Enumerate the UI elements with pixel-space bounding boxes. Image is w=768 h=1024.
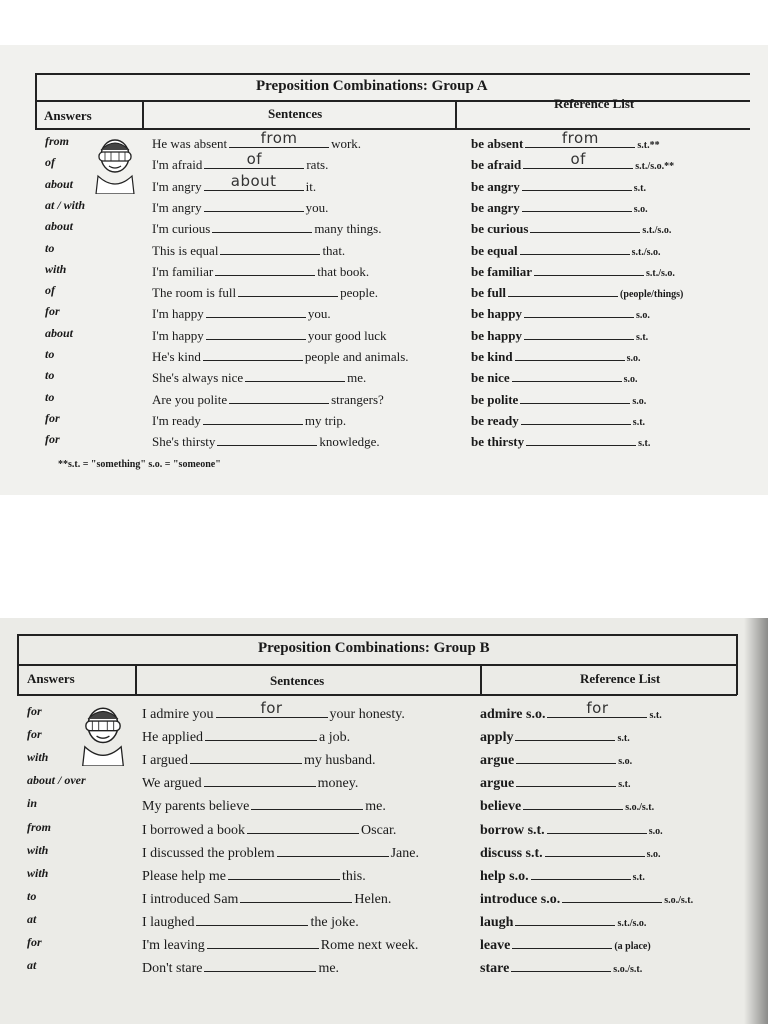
answer-key: about xyxy=(45,219,74,234)
reference-object: s.o. xyxy=(618,756,633,768)
table-b-col-divider-1 xyxy=(135,664,137,695)
sentence xyxy=(152,171,317,195)
sentence-blank[interactable] xyxy=(204,773,316,787)
sentence-start: I argued xyxy=(142,753,188,769)
answer-key: for xyxy=(45,432,60,447)
reference-blank[interactable] xyxy=(523,796,623,810)
reference-entry xyxy=(480,699,662,723)
reference-blank[interactable] xyxy=(512,935,612,949)
table-row xyxy=(0,347,768,368)
table-row xyxy=(0,411,768,432)
handwritten-answer: about xyxy=(230,171,277,190)
reference-verb: be ready xyxy=(471,412,519,428)
sentence xyxy=(142,912,359,931)
sentence-start: I'm ready xyxy=(152,412,201,428)
sentence-blank[interactable] xyxy=(216,699,328,718)
answer-key: from xyxy=(27,819,51,834)
reference-object: s.o. xyxy=(626,353,641,364)
reference-object: s.t./s.o. xyxy=(642,225,672,237)
answer-key: for xyxy=(27,704,42,718)
sentence-blank[interactable] xyxy=(238,283,338,297)
table-row xyxy=(0,843,768,864)
sentence-end: people. xyxy=(340,285,379,301)
sentence-end: a job. xyxy=(319,730,351,746)
reference-verb: laugh xyxy=(480,914,514,930)
table-row xyxy=(0,368,768,389)
reference-object: (people/things) xyxy=(620,289,684,301)
reference-blank[interactable] xyxy=(515,727,615,741)
sentence xyxy=(142,820,396,839)
answer-key: to xyxy=(27,888,37,903)
reference-entry xyxy=(471,262,675,280)
sentence-blank[interactable] xyxy=(206,326,306,340)
sentence-start: Don't stare xyxy=(142,961,203,977)
sentence-end: your good luck xyxy=(307,327,387,343)
table-a-col-divider-2 xyxy=(455,100,457,129)
answer-key: for xyxy=(27,935,42,949)
reference-entry xyxy=(480,843,661,862)
reference-verb: argue xyxy=(480,776,515,792)
table-b-right-border xyxy=(736,634,738,695)
sentence-end: rats. xyxy=(306,157,329,173)
sentence xyxy=(142,773,358,792)
sentence xyxy=(142,935,418,954)
sentence xyxy=(152,411,346,429)
sentence xyxy=(152,347,409,365)
reference-verb: borrow s.t. xyxy=(480,822,545,838)
reference-entry xyxy=(471,368,638,386)
reference-blank[interactable] xyxy=(515,912,615,926)
reference-object: s.o./s.t. xyxy=(664,894,694,906)
answer-key: with xyxy=(27,865,49,880)
reference-verb: apply xyxy=(480,730,514,746)
answer-key: for xyxy=(27,727,42,742)
sentence xyxy=(142,727,350,746)
reference-verb: be nice xyxy=(471,370,510,386)
reference-blank[interactable] xyxy=(520,241,630,255)
sentence xyxy=(142,866,366,885)
reference-blank[interactable] xyxy=(521,411,631,425)
sentence-start: He applied xyxy=(142,730,204,746)
sentence-end: you. xyxy=(305,199,329,215)
reference-entry xyxy=(480,866,645,885)
sentence-blank[interactable] xyxy=(205,727,317,741)
reference-entry xyxy=(471,241,661,259)
table-b-header-bottom xyxy=(17,694,737,696)
reference-verb: be full xyxy=(471,285,507,301)
reference-object: s.o. xyxy=(646,848,661,860)
sentence-start: I admire you xyxy=(142,707,214,722)
answer-key: to xyxy=(45,389,55,404)
reference-blank[interactable] xyxy=(511,958,611,972)
sentence xyxy=(152,129,362,152)
reference-blank[interactable] xyxy=(525,129,635,148)
reference-blank[interactable] xyxy=(562,889,662,903)
table-b-top-border xyxy=(17,634,737,636)
reference-object: s.o. xyxy=(632,395,647,407)
sentence xyxy=(152,432,380,450)
sentence-start: I'm afraid xyxy=(152,157,203,173)
reference-verb: be angry xyxy=(471,199,520,215)
sentence-blank[interactable] xyxy=(206,304,306,318)
table-row xyxy=(0,699,768,725)
reference-blank[interactable] xyxy=(534,262,644,276)
sentence-blank[interactable] xyxy=(229,129,329,148)
reference-verb: be kind xyxy=(471,349,513,364)
table-row xyxy=(0,866,768,887)
sentence-blank[interactable] xyxy=(204,150,304,169)
sentence-end: Helen. xyxy=(354,891,392,907)
table-a-top-border xyxy=(35,73,750,75)
answer-key: of xyxy=(45,155,55,170)
reference-entry xyxy=(480,796,654,815)
sentence xyxy=(152,241,345,259)
reference-verb: leave xyxy=(480,938,511,953)
reference-entry xyxy=(471,390,646,408)
reference-object: s.t./s.o. xyxy=(617,917,647,929)
sentence xyxy=(152,262,369,280)
sentence xyxy=(142,889,391,908)
reference-verb: help s.o. xyxy=(480,868,529,884)
reference-object: s.o. xyxy=(635,310,650,322)
sentence-end: me. xyxy=(365,799,386,815)
sentence xyxy=(152,304,331,322)
answer-key: for xyxy=(45,304,60,319)
reference-blank[interactable] xyxy=(547,699,647,718)
table-row xyxy=(0,773,768,794)
answer-key: in xyxy=(27,796,38,811)
reference-blank[interactable] xyxy=(524,326,634,340)
reference-object: s.t. xyxy=(618,779,631,791)
sentence xyxy=(152,283,378,301)
reference-entry xyxy=(471,198,648,216)
sentence-blank[interactable] xyxy=(207,935,319,949)
sentence-end: that book. xyxy=(317,263,370,279)
group-b-header-answers: Answers xyxy=(27,671,75,686)
reference-object: s.t. xyxy=(632,871,645,883)
reference-object: s.t. xyxy=(632,416,646,428)
sentence-end: it. xyxy=(305,178,317,194)
sentence-start: My parents believe xyxy=(142,799,250,815)
sentence-start: He was absent xyxy=(152,136,228,151)
reference-verb: be thirsty xyxy=(471,434,525,450)
group-a-header-reference: Reference List xyxy=(554,96,635,111)
sentence-start: I'm familiar xyxy=(152,263,214,279)
sentence-blank[interactable] xyxy=(196,912,308,926)
reference-blank[interactable] xyxy=(523,150,633,169)
sentence-start: I introduced Sam xyxy=(142,891,239,907)
reference-verb: argue xyxy=(480,753,515,769)
reference-blank[interactable] xyxy=(516,773,616,787)
sentence-start: He's kind xyxy=(152,349,201,364)
sentence-end: this. xyxy=(341,868,366,884)
answer-key: at xyxy=(27,911,37,926)
group-a-header-answers: Answers xyxy=(44,108,92,123)
table-row xyxy=(0,820,768,841)
reference-verb: be polite xyxy=(471,391,519,407)
answer-key: of xyxy=(45,283,55,298)
reference-verb: stare xyxy=(480,961,510,977)
reference-object: s.t./s.o.** xyxy=(635,161,675,173)
sentence-end: that. xyxy=(322,242,346,258)
sentence-start: I borrowed a book xyxy=(142,822,246,838)
table-row xyxy=(0,796,768,817)
group-b-title: Preposition Combinations: Group B xyxy=(258,640,490,656)
reference-object: s.t.** xyxy=(637,140,660,151)
reference-object: s.o./s.t. xyxy=(613,964,643,976)
reference-blank[interactable] xyxy=(508,283,618,297)
reference-blank[interactable] xyxy=(515,347,625,361)
table-row xyxy=(0,958,768,979)
reference-verb: believe xyxy=(480,799,522,815)
reference-object: s.o./s.t. xyxy=(625,802,655,814)
reference-verb: be happy xyxy=(471,306,522,322)
table-b-header-divider xyxy=(17,664,737,666)
group-a-header-sentences: Sentences xyxy=(268,106,323,121)
sentence-end: Rome next week. xyxy=(320,938,419,953)
reference-object: s.t. xyxy=(617,733,630,745)
sentence-blank[interactable] xyxy=(220,241,320,255)
table-row xyxy=(0,750,768,771)
table-row xyxy=(0,390,768,411)
table-row xyxy=(0,912,768,933)
sentence-end: my trip. xyxy=(304,412,347,428)
sentence xyxy=(152,368,366,386)
sentence-end: many things. xyxy=(314,221,382,237)
handwritten-answer: from xyxy=(561,129,599,147)
sentence-end: Oscar. xyxy=(361,822,397,838)
reference-entry xyxy=(471,177,646,195)
reference-verb: discuss s.t. xyxy=(480,845,543,861)
reference-verb: be angry xyxy=(471,178,520,194)
reference-verb: be afraid xyxy=(471,157,522,173)
answer-key: to xyxy=(45,368,55,383)
reference-entry xyxy=(471,411,645,429)
handwritten-answer: of xyxy=(570,150,586,169)
table-row xyxy=(0,304,768,325)
sentence-start: The room is full xyxy=(152,285,237,301)
reference-object: s.t. xyxy=(638,438,651,450)
reference-entry xyxy=(480,820,663,839)
sentence xyxy=(142,699,405,723)
reference-entry xyxy=(471,347,640,365)
sentence-start: I'm angry xyxy=(152,178,202,194)
table-b-left-border xyxy=(17,634,19,695)
sentence xyxy=(152,219,381,237)
table-row xyxy=(0,283,768,304)
reference-entry xyxy=(471,129,660,152)
sentence-start: I'm happy xyxy=(152,306,204,322)
reference-verb: be equal xyxy=(471,242,518,258)
sentence xyxy=(152,198,328,216)
sentence-blank[interactable] xyxy=(204,198,304,212)
sentence xyxy=(152,150,329,173)
reference-blank[interactable] xyxy=(526,432,636,446)
reference-object: (a place) xyxy=(614,941,651,952)
sentence xyxy=(142,796,386,815)
sentence-end: money. xyxy=(317,776,359,792)
reference-verb: be absent xyxy=(471,136,524,151)
reference-object: s.o. xyxy=(633,203,648,215)
table-row xyxy=(0,150,768,176)
reference-entry xyxy=(480,935,651,954)
reference-entry xyxy=(480,750,632,769)
sentence-end: you. xyxy=(307,306,331,322)
sentence-start: She's thirsty xyxy=(152,434,216,450)
sentence-start: I'm angry xyxy=(152,199,202,215)
reference-object: s.t. xyxy=(633,182,646,194)
table-row xyxy=(0,129,768,155)
table-row xyxy=(0,935,768,956)
reference-object: s.t. xyxy=(635,331,649,343)
sentence-blank[interactable] xyxy=(245,368,345,382)
table-row xyxy=(0,171,768,198)
sentence-blank[interactable] xyxy=(190,750,302,764)
reference-entry xyxy=(480,958,642,977)
sentence-start: I'm leaving xyxy=(142,938,205,953)
sentence-blank[interactable] xyxy=(212,219,312,233)
sentence-end: me. xyxy=(347,370,367,386)
sentence-start: We argued xyxy=(142,776,202,792)
sentence-blank[interactable] xyxy=(229,390,329,404)
answer-key: from xyxy=(45,134,69,148)
sentence-blank[interactable] xyxy=(203,411,303,425)
table-row xyxy=(0,326,768,347)
reference-entry xyxy=(471,283,683,301)
reference-blank[interactable] xyxy=(522,198,632,212)
reference-blank[interactable] xyxy=(531,866,631,880)
sentence-blank[interactable] xyxy=(204,171,304,191)
reference-entry xyxy=(471,432,650,450)
reference-object: s.o. xyxy=(648,825,663,837)
sentence-start: She's always nice xyxy=(152,370,244,386)
reference-blank[interactable] xyxy=(545,843,645,857)
sentence-start: I'm curious xyxy=(152,221,211,237)
reference-object: s.t. xyxy=(649,710,662,721)
sentence xyxy=(142,958,339,977)
sentence-blank[interactable] xyxy=(251,796,363,810)
reference-blank[interactable] xyxy=(520,390,630,404)
handwritten-answer: from xyxy=(260,129,298,147)
table-row xyxy=(0,241,768,262)
sentence-blank[interactable] xyxy=(247,820,359,834)
answer-key: with xyxy=(27,750,49,765)
table-a-col-divider-1 xyxy=(142,100,144,129)
sentence-blank[interactable] xyxy=(277,843,389,857)
sentence-blank[interactable] xyxy=(240,889,352,903)
answer-key: to xyxy=(45,347,55,361)
sentence-start: This is equal xyxy=(152,242,219,258)
group-a-title: Preposition Combinations: Group A xyxy=(256,78,488,94)
handwritten-answer: of xyxy=(246,150,263,169)
reference-entry xyxy=(471,326,648,344)
reference-entry xyxy=(480,773,630,792)
reference-verb: be curious xyxy=(471,221,529,237)
reference-verb: introduce s.o. xyxy=(480,891,561,907)
reference-verb: admire s.o. xyxy=(480,707,546,722)
answer-key: about xyxy=(45,176,74,191)
sentence xyxy=(152,390,384,408)
reference-blank[interactable] xyxy=(512,368,622,382)
reference-blank[interactable] xyxy=(547,820,647,834)
answer-key: with xyxy=(45,261,67,276)
reference-blank[interactable] xyxy=(530,219,640,233)
reference-entry xyxy=(480,727,630,746)
handwritten-answer: for xyxy=(586,699,609,717)
table-row xyxy=(0,432,768,453)
sentence-end: strangers? xyxy=(331,391,384,407)
sentence-blank[interactable] xyxy=(217,432,317,446)
sentence-end: the joke. xyxy=(310,914,359,930)
sentence-start: Please help me xyxy=(142,868,226,884)
answer-key: at / with xyxy=(45,197,86,212)
answer-key: for xyxy=(45,410,60,425)
sentence-blank[interactable] xyxy=(203,347,303,361)
reference-entry xyxy=(471,150,675,173)
answer-key: about / over xyxy=(27,773,86,788)
answer-key: with xyxy=(27,842,49,857)
reference-blank[interactable] xyxy=(516,750,616,764)
sentence-blank[interactable] xyxy=(215,262,315,276)
sentence-end: work. xyxy=(331,136,362,151)
sentence-end: me. xyxy=(318,961,340,977)
sentence-blank[interactable] xyxy=(228,866,340,880)
sentence xyxy=(152,326,387,344)
handwritten-answer: for xyxy=(260,699,283,717)
table-b-col-divider-2 xyxy=(480,664,482,695)
reference-blank[interactable] xyxy=(522,177,632,191)
sentence-end: your honesty. xyxy=(329,707,405,722)
reference-blank[interactable] xyxy=(524,304,634,318)
table-row xyxy=(0,219,768,240)
reference-entry xyxy=(480,889,693,908)
sentence-blank[interactable] xyxy=(204,958,316,972)
sentence-start: Are you polite xyxy=(152,391,228,407)
group-b-header-reference: Reference List xyxy=(580,671,661,686)
table-row xyxy=(0,262,768,283)
table-row xyxy=(0,198,768,219)
reference-entry xyxy=(480,912,646,931)
sentence xyxy=(142,750,376,769)
sentence-start: I laughed xyxy=(142,914,195,930)
sentence-end: Jane. xyxy=(390,845,419,861)
answer-key: to xyxy=(45,240,55,255)
answer-key: about xyxy=(45,325,74,340)
sentence-end: my husband. xyxy=(304,753,376,769)
reference-object: s.t./s.o. xyxy=(646,267,675,279)
reference-entry xyxy=(471,304,650,322)
table-a-left-border xyxy=(35,73,37,129)
sentence-end: people and animals. xyxy=(304,349,409,364)
reference-entry xyxy=(471,219,671,237)
sentence xyxy=(142,843,419,862)
group-a-footnote: **s.t. = "something" s.o. = "someone" xyxy=(58,459,221,470)
group-b-header-sentences: Sentences xyxy=(270,673,325,688)
table-row xyxy=(0,889,768,910)
sentence-start: I'm happy xyxy=(152,327,204,343)
reference-verb: be familiar xyxy=(471,263,533,279)
reference-verb: be happy xyxy=(471,327,522,343)
table-row xyxy=(0,727,768,748)
sentence-start: I discussed the problem xyxy=(142,845,275,861)
sentence-end: knowledge. xyxy=(319,434,380,450)
reference-object: s.o. xyxy=(623,374,638,386)
answer-key: at xyxy=(27,958,37,973)
reference-object: s.t./s.o. xyxy=(631,246,661,258)
